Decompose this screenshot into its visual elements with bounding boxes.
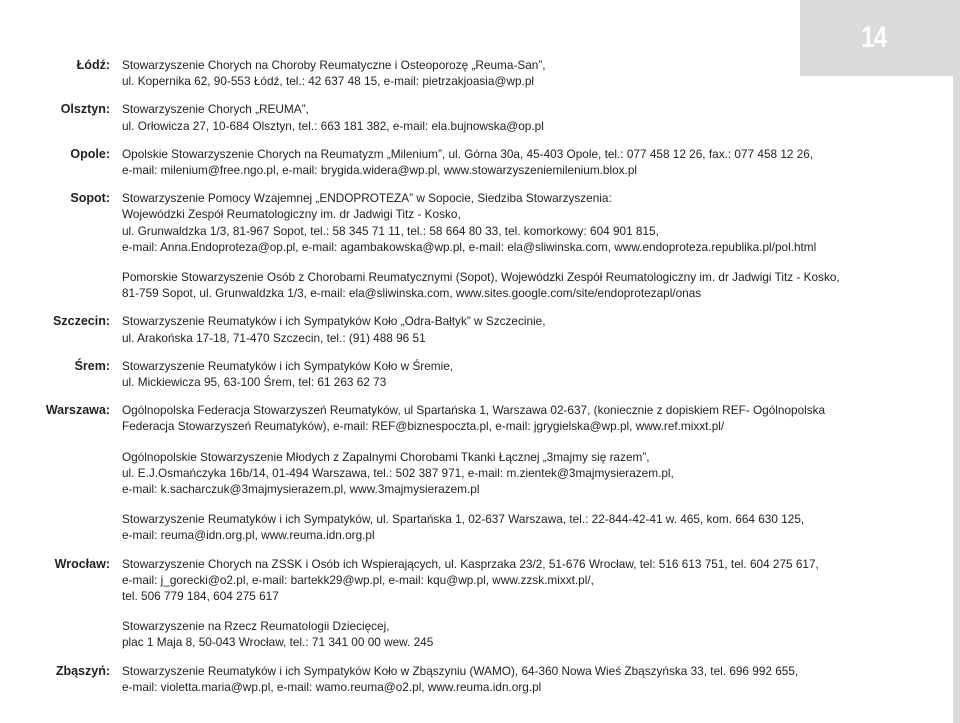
address-line: e-mail: j_gorecki@o2.pl, e-mail: bartekk29@wp.pl, e-mail: kqu@wp.pl, www.zzsk.mixxt.pl/, — [122, 572, 594, 587]
city-label: Szczecin: — [53, 314, 110, 329]
page-number: 14 — [860, 21, 886, 54]
address-line: Stowarzyszenie Pomocy Wzajemnej „ENDOPROTEZA” w Sopocie, Siedziba Stowarzyszenia: — [122, 191, 612, 206]
address-line: Stowarzyszenie Reumatyków i ich Sympatyków Koło w Śremie, — [122, 358, 454, 373]
organization-list — [122, 402, 900, 543]
organization-list — [122, 358, 900, 390]
address-line: Stowarzyszenie Reumatyków i ich Sympatyków Koło w Zbąszyniu (WAMO), 64-360 Nowa Wieś Zbąszyńska 33, tel. 696 992 655, — [122, 663, 799, 678]
organization-block — [122, 146, 900, 178]
address-line: tel. 506 779 184, 604 275 617 — [122, 589, 279, 604]
organization-list — [122, 101, 900, 133]
organization-block — [122, 556, 900, 605]
organization-block — [122, 101, 900, 133]
organization-list — [122, 556, 900, 651]
organization-list — [122, 57, 900, 89]
address-line: Opolskie Stowarzyszenie Chorych na Reumatyzm „Milenium”, ul. Górna 30a, 45-403 Opole, tel.: 077 458 12 26, fax.: 077 458 12 26, — [122, 146, 814, 161]
address-line: Stowarzyszenie Chorych „REUMA”, — [122, 102, 309, 117]
address-line: Pomorskie Stowarzyszenie Osób z Chorobami Reumatycznymi (Sopot), Wojewódzki Zespół Reumatologiczny im. dr Jadwigi Titz - Kosko, — [122, 270, 840, 285]
address-line: Wojewódzki Zespół Reumatologiczny im. dr Jadwigi Titz - Kosko, — [122, 207, 461, 222]
address-line: plac 1 Maja 8, 50-043 Wrocław, tel.: 71 341 00 00 wew. 245 — [122, 635, 434, 650]
address-line: ul. Mickiewicza 95, 63-100 Śrem, tel: 61 263 62 73 — [122, 375, 387, 390]
address-line: ul. Grunwaldzka 1/3, 81-967 Sopot, tel.: 58 345 71 11, tel.: 58 664 80 33, tel. komorkowy: 604 901 815, — [122, 223, 659, 238]
address-line: Stowarzyszenie na Rzecz Reumatologii Dziecięcej, — [122, 619, 390, 634]
organization-list — [122, 313, 900, 345]
address-line: e-mail: milenium@free.ngo.pl, e-mail: brygida.widera@wp.pl, www.stowarzyszeniemilenium.blox.pl — [122, 163, 638, 178]
directory-entry — [0, 313, 900, 345]
address-line: e-mail: k.sacharczuk@3majmysierazem.pl, www.3majmysierazem.pl — [122, 482, 480, 497]
address-line: Stowarzyszenie Reumatyków i ich Sympatyków Koło „Odra-Bałtyk” w Szczecinie, — [122, 314, 546, 329]
directory-entry — [0, 556, 900, 651]
page-edge-strip — [953, 76, 960, 723]
directory-entry — [0, 101, 900, 133]
organization-block — [122, 663, 900, 695]
address-line: Stowarzyszenie Reumatyków i ich Sympatyków, ul. Spartańska 1, 02-637 Warszawa, tel.: 22-844-42-41 w. 465, kom. 664 630 125, — [122, 512, 805, 527]
address-line: Stowarzyszenie Chorych na Choroby Reumatyczne i Osteoporozę „Reuma-San”, — [122, 58, 546, 72]
city-label: Sopot: — [70, 191, 110, 206]
address-line: ul. E.J.Osmańczyka 16b/14, 01-494 Warszawa, tel.: 502 387 971, e-mail: m.zientek@3majmysierazem.pl, — [122, 465, 674, 480]
directory-entry — [0, 190, 900, 301]
organization-block — [122, 358, 900, 390]
city-label: Wrocław: — [54, 556, 110, 571]
address-line: 81-759 Sopot, ul. Grunwaldzka 1/3, e-mail: ela@sliwinska.com, www.sites.google.com/site/endoprotezapl/onas — [122, 286, 702, 301]
address-line: Ogólnopolskie Stowarzyszenie Młodych z Zapalnymi Chorobami Tkanki Łącznej „3majmy się razem”, — [122, 449, 650, 464]
directory-entry — [0, 358, 900, 390]
organization-list — [122, 146, 900, 178]
address-line: ul. Arakońska 17-18, 71-470 Szczecin, tel.: (91) 488 96 51 — [122, 330, 426, 345]
city-label: Śrem: — [74, 358, 110, 373]
address-line: ul. Kopernika 62, 90-553 Łódź, tel.: 42 637 48 15, e-mail: pietrzakjoasia@wp.pl — [122, 74, 535, 89]
organization-block — [122, 618, 900, 650]
city-label: Opole: — [70, 146, 110, 161]
address-line: e-mail: reuma@idn.org.pl, www.reuma.idn.org.pl — [122, 528, 375, 543]
address-line: Federacja Stowarzyszeń Reumatyków), e-mail: REF@biznespoczta.pl, e-mail: jgrygielska@wp.pl, www.ref.mixxt.pl/ — [122, 419, 725, 434]
address-line: e-mail: Anna.Endoproteza@op.pl, e-mail: agambakowska@wp.pl, e-mail: ela@sliwinska.com, www.endoproteza.republika.pl/pol.html — [122, 239, 817, 254]
directory-entry — [0, 663, 900, 695]
organization-block — [122, 269, 900, 301]
address-line: ul. Orłowicza 27, 10-684 Olsztyn, tel.: 663 181 382, e-mail: ela.bujnowska@op.pl — [122, 118, 544, 133]
directory-entry — [0, 57, 900, 89]
organization-block — [122, 511, 900, 543]
organization-block — [122, 449, 900, 498]
address-line: Ogólnopolska Federacja Stowarzyszeń Reumatyków, ul Spartańska 1, Warszawa 02-637, (koniecznie z dopiskiem REF- Ogólnopolska — [122, 403, 826, 418]
organization-list — [122, 663, 900, 695]
directory-entry — [0, 146, 900, 178]
address-line: e-mail: violetta.maria@wp.pl, e-mail: wamo.reuma@o2.pl, www.reuma.idn.org.pl — [122, 679, 542, 694]
organization-directory — [0, 57, 900, 707]
directory-entry — [0, 402, 900, 543]
organization-list — [122, 190, 900, 301]
organization-block — [122, 402, 900, 434]
city-label: Warszawa: — [45, 403, 110, 418]
city-label: Zbąszyń: — [55, 663, 110, 678]
city-label: Olsztyn: — [60, 102, 110, 117]
organization-block — [122, 313, 900, 345]
city-label: Łódź: — [76, 58, 110, 72]
organization-block — [122, 57, 900, 89]
organization-block — [122, 190, 900, 255]
address-line: Stowarzyszenie Chorych na ZSSK i Osób ich Wspierających, ul. Kasprzaka 23/2, 51-676 Wrocław, tel: 516 613 751, tel. 604 275 617, — [122, 556, 819, 571]
